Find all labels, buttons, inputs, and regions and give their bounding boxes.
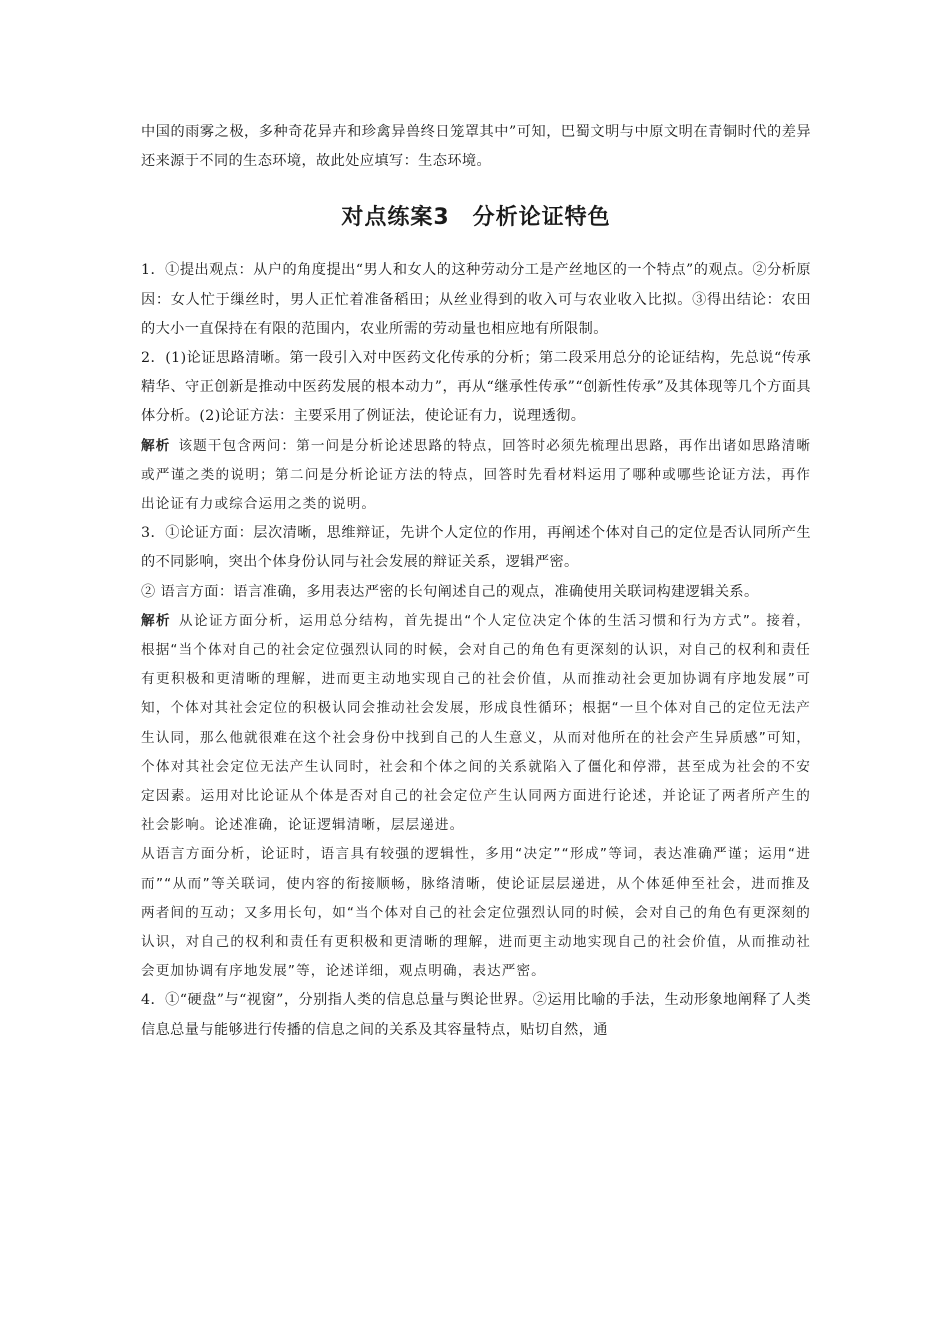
answer-1: 1．①提出观点：从户的角度提出“男人和女人的这种劳动分工是产丝地区的一个特点”的观点。②分析原因：女人忙于缫丝时，男人正忙着准备稻田；从丝业得到的收入可与农业收入比拟。③得出结论：农田的大小一直保持在有限的范围内，农业所需的劳动量也相应地有所限制。: [141, 262, 811, 337]
answer-2: 2．(1)论证思路清晰。第一段引入对中医药文化传承的分析；第二段采用总分的论证结构，先总说“传承精华、守正创新是推动中医药发展的根本动力”，再从“继承性传承”“创新性传承”及其体现等几个方面具体分析。(2)论证方法：主要采用了例证法，使论证有力，说理透彻。: [141, 350, 811, 425]
analysis-text: 从论证方面分析，运用总分结构，首先提出“个人定位决定个体的生活习惯和行为方式”。接着，根据“当个体对自己的社会定位强烈认同的时候，会对自己的角色有更深刻的认识，对自己的权利和责任有更积极和更清晰的理解，进而更主动地实现自己的社会价值，从而推动社会更加协调有序地发展”可知，个体对其社会定位的积极认同会推动社会发展，形成良性循环；根据“一旦个体对自己的定位无法产生认同，那么他就很难在这个社会身份中找到自己的人生意义，从而对他所在的社会产生异质感”可知，个体对其社会定位无法产生认同时，社会和个体之间的关系就陷入了僵化和停滞，甚至成为社会的不安定因素。运用对比论证从个体是否对自己的社会定位产生认同两方面进行论述，并论证了两者所产生的社会影响。论述准确，论证逻辑清晰，层层递进。: [141, 612, 812, 834]
document-page: [141, 118, 811, 1045]
answer-3-analysis: [141, 607, 811, 841]
answer-3-part-1: 3．①论证方面：层次清晰，思维辩证，先讲个人定位的作用，再阐述个体对自己的定位是否认同所产生的不同影响，突出个体身份认同与社会发展的辩证关系，逻辑严密。: [141, 525, 811, 571]
answer-4: 4．①“硬盘”与“视窗”，分别指人类的信息总量与舆论世界。②运用比喻的手法，生动形象地阐释了人类信息总量与能够进行传播的信息之间的关系及其容量特点，贴切自然，通: [141, 992, 811, 1038]
answer-3-part-2: ② 语言方面：语言准确，多用表达严密的长句阐述自己的观点，准确使用关联词构建逻辑关系。: [141, 583, 759, 600]
answer-3-analysis-continued: 从语言方面分析，论证时，语言具有较强的逻辑性，多用“决定”“形成”等词，表达准确严谨；运用“进而”“从而”等关联词，使内容的衔接顺畅，脉络清晰，使论证层层递进，从个体延伸至社会，进而推及两者间的互动；又多用长句，如“当个体对自己的社会定位强烈认同的时候，会对自己的角色有更深刻的认识，对自己的权利和责任有更积极和更清晰的理解，进而更主动地实现自己的社会价值，从而推动社会更加协调有序地发展”等，论述详细，观点明确，表达严密。: [141, 846, 811, 980]
analysis-label: 解析: [141, 612, 172, 629]
analysis-label: 解析: [141, 437, 171, 454]
analysis-text: 该题干包含两问：第一问是分析论述思路的特点，回答时必须先梳理出思路，再作出诸如思路清晰或严谨之类的说明；第二问是分析论证方法的特点，回答时先看材料运用了哪种或哪些论证方法，再作出论证有力或综合运用之类的说明。: [141, 437, 812, 513]
section-title: 对点练案3 分析论证特色: [341, 205, 611, 231]
answer-2-analysis: [141, 432, 811, 520]
intro-paragraph: 中国的雨雾之极，多种奇花异卉和珍禽异兽终日笼罩其中”可知，巴蜀文明与中原文明在青铜时代的差异还来源于不同的生态环境，故此处应填写：生态环境。: [141, 124, 811, 170]
